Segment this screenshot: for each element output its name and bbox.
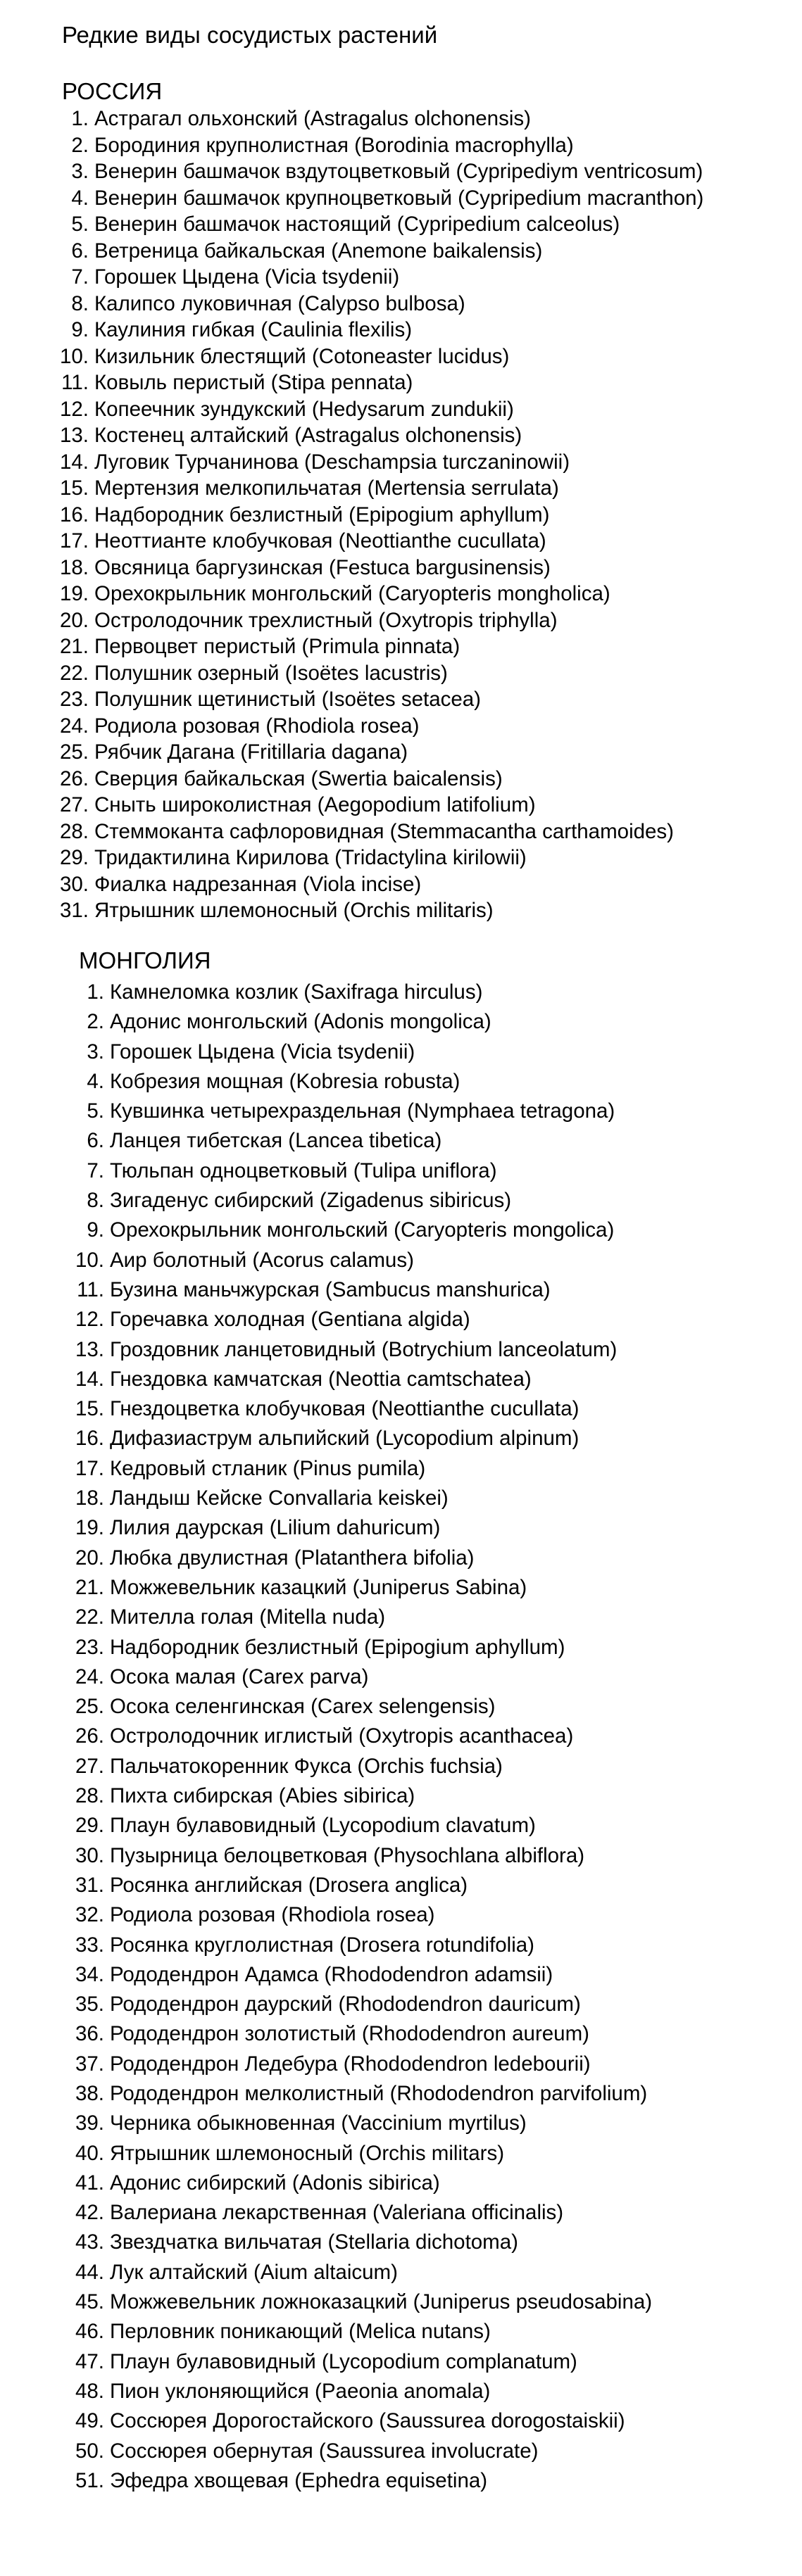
list-item-number: 35. xyxy=(75,1993,104,2016)
list-item-number: 28. xyxy=(59,819,89,843)
list-item-number: 15. xyxy=(59,476,89,500)
list-item-number: 12. xyxy=(59,397,89,421)
list-item-number: 18. xyxy=(59,555,89,579)
list-item-number: 29. xyxy=(75,1814,104,1838)
list-item-species: Кизильник блестящий (Cotoneaster lucidus) xyxy=(94,344,510,368)
list-item-species: Остролодочник иглистый (Oxytropis acanthacea) xyxy=(110,1724,574,1748)
list-item-number: 42. xyxy=(75,2201,104,2225)
list-item-number: 48. xyxy=(75,2379,104,2403)
list-item-species: Фиалка надрезанная (Viola incise) xyxy=(94,872,422,896)
list-item-number: 7. xyxy=(87,1158,104,1182)
list-item-species: Пион уклоняющийся (Paeonia anomala) xyxy=(110,2379,491,2403)
list-item-species: Росянка английская (Drosera anglica) xyxy=(110,1873,468,1897)
list-item-number: 30. xyxy=(59,872,89,896)
list-item-number: 20. xyxy=(59,608,89,632)
list-item-species: Плаун булавовидный (Lycopodium clavatum) xyxy=(110,1814,536,1838)
list-item-number: 40. xyxy=(75,2141,104,2165)
list-item-number: 21. xyxy=(59,635,89,658)
list-item-number: 50. xyxy=(75,2439,104,2463)
list-item-number: 22. xyxy=(75,1605,104,1629)
list-item-species: Полушник щетинистый (Isoëtes setacea) xyxy=(94,688,482,711)
list-item-number: 32. xyxy=(75,1903,104,1927)
list-item-number: 2. xyxy=(87,1010,104,1034)
list-item-species: Кувшинка четырехраздельная (Nymphaea tetragona) xyxy=(110,1099,615,1123)
list-item-number: 31. xyxy=(75,1873,104,1897)
list-item-number: 13. xyxy=(75,1337,104,1361)
list-item-number: 30. xyxy=(75,1843,104,1867)
list-item-species: Надбородник безлистный (Epipogium aphyllum) xyxy=(110,1635,565,1659)
list-item-number: 9. xyxy=(71,318,89,341)
list-item-species: Горечавка холодная (Gentiana algida) xyxy=(110,1308,470,1332)
list-item-number: 33. xyxy=(75,1933,104,1957)
list-item-species: Бузина маньчжурская (Sambucus manshurica) xyxy=(110,1277,551,1301)
list-item-number: 24. xyxy=(75,1665,104,1688)
list-item-number: 16. xyxy=(75,1427,104,1451)
list-item-species: Эфедра хвощевая (Ephedra equisetina) xyxy=(110,2468,488,2492)
list-item-species: Горошек Цыдена (Vicia tsydenii) xyxy=(94,265,400,289)
list-item-number: 44. xyxy=(75,2260,104,2284)
list-item-species: Осока малая (Carex parva) xyxy=(110,1665,369,1688)
list-item-number: 11. xyxy=(61,371,89,394)
list-item-number: 11. xyxy=(77,1277,104,1301)
list-item-species: Венерин башмачок вздутоцветковый (Cypripediym ventricosum) xyxy=(94,160,703,183)
list-item-number: 15. xyxy=(75,1397,104,1421)
list-item-species: Мителла голая (Mitella nuda) xyxy=(110,1605,386,1629)
list-item-number: 34. xyxy=(75,1962,104,1986)
list-item-species: Рододендрон Ледебура (Rhododendron ledebourii) xyxy=(110,2052,591,2076)
list-item-species: Овсяница баргузинская (Festuca bargusinensis) xyxy=(94,555,551,579)
page-title: Редкие виды сосудистых растений xyxy=(62,22,438,48)
list-item-species: Ланцея тибетская (Lancea tibetica) xyxy=(110,1129,442,1153)
list-item-number: 19. xyxy=(75,1516,104,1540)
list-item-species: Зигаденус сибирский (Zigadenus sibiricus) xyxy=(110,1189,512,1213)
list-item-number: 47. xyxy=(75,2349,104,2373)
list-item-species: Можжевельник казацкий (Juniperus Sabina) xyxy=(110,1575,527,1599)
list-item-number: 3. xyxy=(87,1040,104,1063)
list-item-number: 27. xyxy=(59,793,89,816)
list-item-species: Родиола розовая (Rhodiola rosea) xyxy=(110,1903,435,1927)
list-item-species: Копеечник зундукский (Hedysarum zundukii) xyxy=(94,397,514,421)
list-item-number: 10. xyxy=(75,1248,104,1272)
list-item-species: Орехокрыльник монгольский (Caryopteris mongolica) xyxy=(110,1218,615,1242)
list-item-species: Плаун булавовидный (Lycopodium complanatum) xyxy=(110,2349,577,2373)
list-item-species: Лук алтайский (Aium altaicum) xyxy=(110,2260,398,2284)
list-item-number: 8. xyxy=(87,1189,104,1213)
list-item-number: 41. xyxy=(75,2171,104,2195)
list-item-species: Ковыль перистый (Stipa pennata) xyxy=(94,371,413,394)
list-item-number: 12. xyxy=(75,1308,104,1332)
list-item-number: 39. xyxy=(75,2111,104,2135)
list-item-number: 26. xyxy=(75,1724,104,1748)
list-item-number: 5. xyxy=(71,213,89,236)
list-item-species: Гнездоцветка клобучковая (Neottianthe cucullata) xyxy=(110,1397,579,1421)
list-item-species: Аир болотный (Acorus calamus) xyxy=(110,1248,414,1272)
list-item-species: Первоцвет перистый (Primula pinnata) xyxy=(94,635,460,658)
list-item-species: Мертензия мелкопильчатая (Mertensia serrulata) xyxy=(94,476,559,500)
list-item-species: Рододендрон Адамса (Rhododendron adamsii) xyxy=(110,1962,553,1986)
list-item-number: 17. xyxy=(59,529,89,553)
list-item-species: Ландыш Кейске Convallaria keiskei) xyxy=(110,1486,449,1510)
list-item-species: Гроздовник ланцетовидный (Botrychium lanceolatum) xyxy=(110,1337,618,1361)
section-heading-mongolia: МОНГОЛИЯ xyxy=(79,947,211,973)
list-item-species: Рододендрон даурский (Rhododendron dauricum) xyxy=(110,1993,581,2016)
list-item-species: Тюльпан одноцветковый (Tulipa uniflora) xyxy=(110,1158,497,1182)
list-item-species: Орехокрыльник монгольский (Caryopteris mongholica) xyxy=(94,582,610,605)
list-item-number: 5. xyxy=(87,1099,104,1123)
list-item-number: 22. xyxy=(59,661,89,685)
list-item-species: Луговик Турчанинова (Deschampsia turczaninowii) xyxy=(94,450,570,474)
list-item-number: 51. xyxy=(75,2468,104,2492)
list-item-number: 17. xyxy=(75,1456,104,1480)
list-item-species: Стеммоканта сафлоровидная (Stemmacantha carthamoides) xyxy=(94,819,675,843)
list-item-number: 14. xyxy=(59,450,89,474)
list-item-species: Костенец алтайский (Astragalus olchonensis) xyxy=(94,424,522,447)
list-item-species: Дифазиаструм альпийский (Lycopodium alpinum) xyxy=(110,1427,579,1451)
list-item-species: Родиола розовая (Rhodiola rosea) xyxy=(94,714,420,738)
list-item-number: 43. xyxy=(75,2230,104,2254)
list-item-species: Горошек Цыдена (Vicia tsydenii) xyxy=(110,1040,415,1063)
list-item-number: 6. xyxy=(87,1129,104,1153)
list-item-number: 20. xyxy=(75,1546,104,1570)
list-item-species: Надбородник безлистный (Epipogium aphyllum) xyxy=(94,503,550,526)
list-item-species: Венерин башмачок настоящий (Cypripedium calceolus) xyxy=(94,213,620,236)
list-item-number: 9. xyxy=(87,1218,104,1242)
list-item-species: Рябчик Дагана (Fritillaria dagana) xyxy=(94,740,408,764)
list-item-number: 10. xyxy=(59,344,89,368)
list-item-number: 16. xyxy=(59,503,89,526)
list-item-number: 27. xyxy=(75,1754,104,1778)
list-item-species: Адонис монгольский (Adonis mongolica) xyxy=(110,1010,491,1034)
list-item-number: 25. xyxy=(75,1695,104,1719)
list-item-species: Соссюрея Дорогостайского (Saussurea dorogostaiskii) xyxy=(110,2409,625,2433)
list-item-species: Звездчатка вильчатая (Stellaria dichotoma) xyxy=(110,2230,518,2254)
list-item-species: Лилия даурская (Lilium dahuricum) xyxy=(110,1516,441,1540)
section-heading-russia: РОССИЯ xyxy=(62,78,163,104)
list-item-species: Кобрезия мощная (Kobresia robusta) xyxy=(110,1069,460,1093)
list-item-number: 2. xyxy=(71,133,89,157)
list-item-species: Каулиния гибкая (Caulinia flexilis) xyxy=(94,318,413,341)
list-item-species: Перловник поникающий (Melica nutans) xyxy=(110,2320,491,2344)
list-item-number: 14. xyxy=(75,1367,104,1391)
list-item-species: Рододендрон золотистый (Rhododendron aureum) xyxy=(110,2022,589,2046)
list-item-species: Любка двулистная (Platanthera bifolia) xyxy=(110,1546,475,1570)
list-item-species: Калипсо луковичная (Calypso bulbosa) xyxy=(94,291,465,315)
list-item-species: Можжевельник ложноказацкий (Juniperus pseudosabina) xyxy=(110,2290,653,2314)
list-item-number: 4. xyxy=(71,186,89,210)
list-item-species: Валериана лекарственная (Valeriana officinalis) xyxy=(110,2201,564,2225)
list-item-species: Ветреница байкальская (Anemone baikalensis) xyxy=(94,239,543,263)
list-item-species: Тридактилина Кирилова (Tridactylina kirilowii) xyxy=(94,846,527,869)
list-item-species: Рододендрон мелколистный (Rhododendron parvifolium) xyxy=(110,2081,648,2105)
list-item-number: 25. xyxy=(59,740,89,764)
list-item-number: 24. xyxy=(59,714,89,738)
list-item-species: Пальчатокоренник Фукса (Orchis fuchsia) xyxy=(110,1754,503,1778)
list-item-number: 49. xyxy=(75,2409,104,2433)
list-item-number: 28. xyxy=(75,1784,104,1808)
list-item-species: Остролодочник трехлистный (Oxytropis triphylla) xyxy=(94,608,558,632)
list-item-species: Пихта сибирская (Abies sibirica) xyxy=(110,1784,415,1808)
list-item-number: 31. xyxy=(59,899,89,922)
list-item-species: Росянка круглолистная (Drosera rotundifolia) xyxy=(110,1933,535,1957)
list-item-species: Пузырница белоцветковая (Physochlana albiflora) xyxy=(110,1843,585,1867)
list-item-number: 26. xyxy=(59,766,89,790)
list-item-number: 7. xyxy=(71,265,89,289)
list-item-species: Полушник озерный (Isoëtes lacustris) xyxy=(94,661,448,685)
list-item-number: 37. xyxy=(75,2052,104,2076)
list-item-species: Камнеломка козлик (Saxifraga hirculus) xyxy=(110,980,483,1004)
list-item-species: Астрагал ольхонский (Astragalus olchonensis) xyxy=(94,107,531,130)
list-item-number: 23. xyxy=(59,688,89,711)
list-item-number: 38. xyxy=(75,2081,104,2105)
list-item-number: 1. xyxy=(87,980,104,1004)
list-item-species: Неоттианте клобучковая (Neottianthe cucullata) xyxy=(94,529,546,553)
list-item-species: Адонис сибирский (Adonis sibirica) xyxy=(110,2171,440,2195)
list-item-species: Венерин башмачок крупноцветковый (Cypripedium macranthon) xyxy=(94,186,704,210)
list-item-species: Черника обыкновенная (Vaccinium myrtilus) xyxy=(110,2111,527,2135)
list-item-number: 36. xyxy=(75,2022,104,2046)
list-item-number: 21. xyxy=(75,1575,104,1599)
list-item-number: 23. xyxy=(75,1635,104,1659)
list-item-number: 6. xyxy=(71,239,89,263)
list-item-species: Ятрышник шлемоносный (Orchis militars) xyxy=(110,2141,505,2165)
list-item-number: 46. xyxy=(75,2320,104,2344)
list-item-number: 1. xyxy=(71,107,89,130)
list-item-species: Осока селенгинская (Carex selengensis) xyxy=(110,1695,496,1719)
list-item-species: Сверция байкальская (Swertia baicalensis) xyxy=(94,766,503,790)
list-item-species: Бородиния крупнолистная (Borodinia macrophylla) xyxy=(94,133,574,157)
list-item-number: 4. xyxy=(87,1069,104,1093)
list-item-number: 8. xyxy=(71,291,89,315)
list-item-species: Сныть широколистная (Aegopodium latifolium) xyxy=(94,793,536,816)
list-item-number: 13. xyxy=(59,424,89,447)
list-item-species: Ятрышник шлемоносный (Orchis militaris) xyxy=(94,899,494,922)
list-item-species: Соссюрея обернутая (Saussurea involucrate) xyxy=(110,2439,539,2463)
list-item-number: 29. xyxy=(59,846,89,869)
list-item-species: Гнездовка камчатская (Neottia camtschatea) xyxy=(110,1367,532,1391)
list-item-number: 45. xyxy=(75,2290,104,2314)
list-item-number: 18. xyxy=(75,1486,104,1510)
list-item-number: 19. xyxy=(59,582,89,605)
list-item-number: 3. xyxy=(71,160,89,183)
list-item-species: Кедровый стланик (Pinus pumila) xyxy=(110,1456,426,1480)
